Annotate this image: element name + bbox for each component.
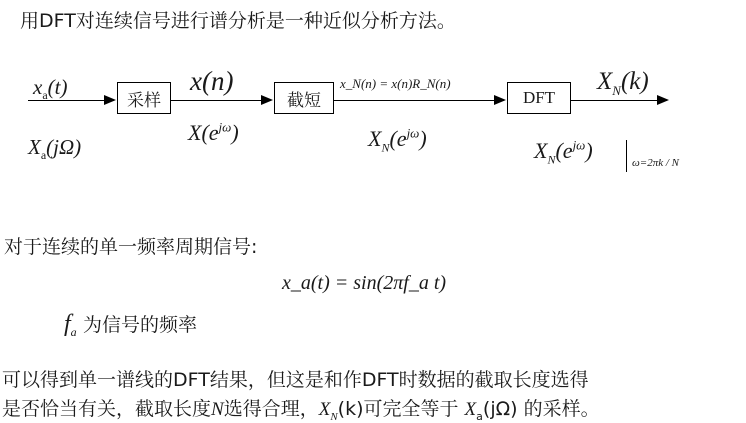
signal-line-1: [28, 100, 114, 101]
conclusion-line-1: 可以得到单一谱线的DFT结果，但这是和作DFT时数据的截取长度选得: [2, 369, 589, 391]
output-spectrum-label: $X_N(e^{j\omega})$: [534, 137, 593, 167]
conclusion-line-2: 是否恰当有关，截取长度N选得合理，$X_N(k)$可完全等于 $X_a(j\Omega)$ 的采样。: [2, 398, 600, 423]
frequency-description: $f_a$ 为信号的频率: [64, 311, 198, 339]
signal-line-3: [334, 100, 504, 101]
arrow-4: [657, 95, 669, 105]
sampled-signal-label: x(n): [190, 66, 234, 96]
output-label: $X_N(k)$: [597, 68, 649, 98]
arrow-3: [494, 95, 506, 105]
input-time-label: $x_a(t)$: [33, 75, 68, 103]
arrow-1: [104, 95, 116, 105]
signal-line-2: [171, 100, 269, 101]
truncation-block: 截短: [274, 82, 334, 114]
input-freq-label: $X_a(j\Omega)$: [28, 135, 82, 163]
dft-block: DFT: [507, 82, 571, 114]
truncated-spectrum-label: $X_N(e^{j\omega})$: [368, 125, 427, 155]
evaluation-condition: ω=2πk / N: [632, 157, 679, 169]
signal-equation: x_a(t) = sin(2πf_a t): [282, 272, 447, 294]
signal-line-4: [571, 100, 667, 101]
sampled-spectrum-label: $X(e^{j\omega})$: [188, 119, 239, 145]
truncation-equation: x_N(n) = x(n)R_N(n): [340, 76, 451, 91]
evaluation-bar: [626, 140, 627, 172]
arrow-2: [261, 95, 273, 105]
intro-text: 用DFT对连续信号进行谱分析是一种近似分析方法。: [20, 10, 456, 32]
sampling-block: 采样: [117, 82, 171, 114]
section-heading: 对于连续的单一频率周期信号:: [4, 236, 258, 258]
